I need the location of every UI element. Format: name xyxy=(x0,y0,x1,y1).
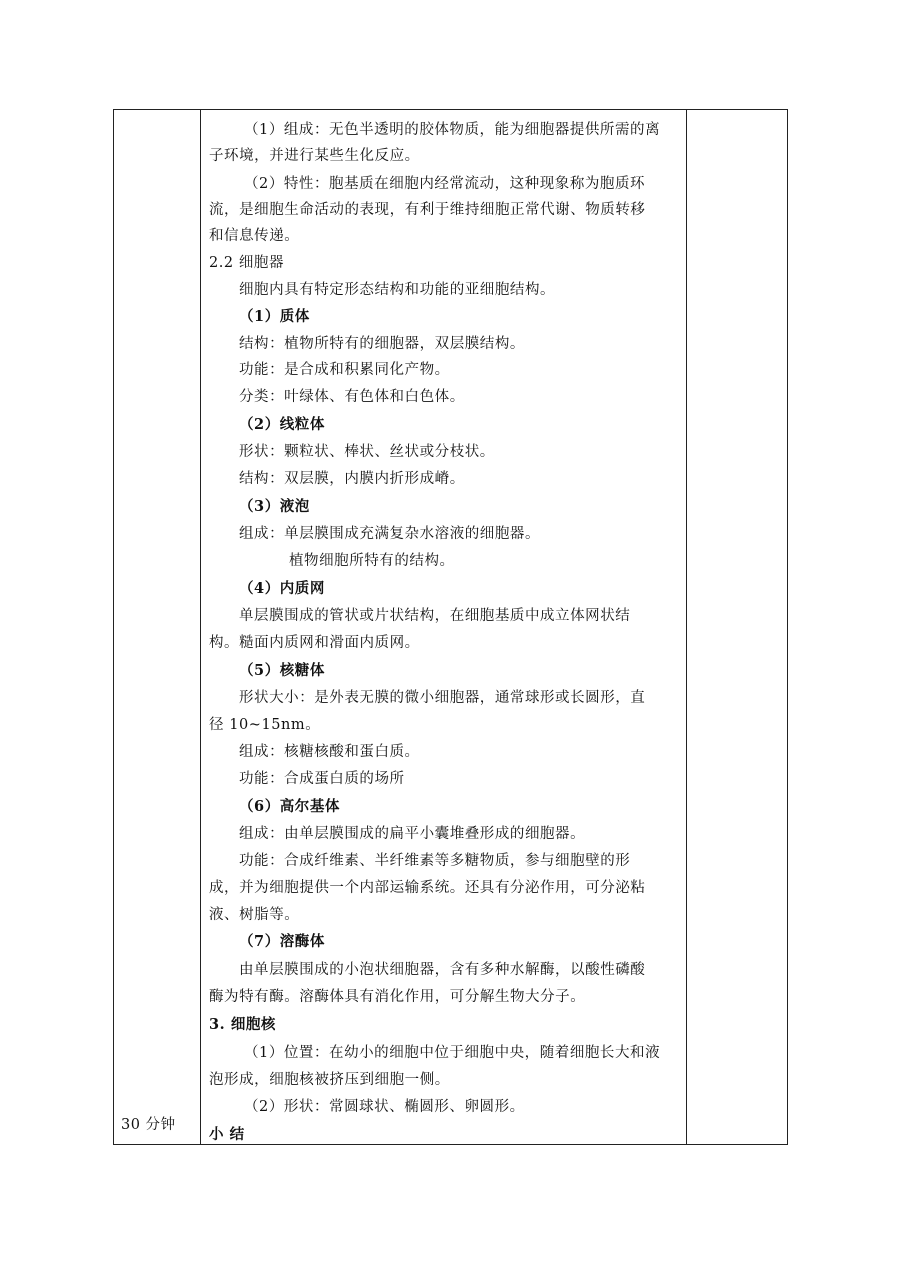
time-cell: 30 分钟 xyxy=(121,1117,176,1133)
text-line: 功能：是合成和积累同化产物。 xyxy=(239,362,450,378)
text-line: 细胞内具有特定形态结构和功能的亚细胞结构。 xyxy=(239,282,556,298)
section-heading: （5）核糖体 xyxy=(239,662,325,679)
text-line: （1）组成：无色半透明的胶体物质，能为细胞器提供所需的离 xyxy=(244,122,661,138)
text-line: 组成：单层膜围成充满复杂水溶液的细胞器。 xyxy=(239,526,540,542)
text-line: 径 10~15nm。 xyxy=(209,717,321,733)
section-heading: 3. 细胞核 xyxy=(209,1016,276,1033)
text-line: 液、树脂等。 xyxy=(209,907,300,923)
text-line: 功能：合成纤维素、半纤维素等多糖物质，参与细胞壁的形 xyxy=(239,853,631,869)
text-line: 组成：核糖核酸和蛋白质。 xyxy=(239,744,420,760)
section-heading: （2）线粒体 xyxy=(239,416,325,433)
section-heading: （4）内质网 xyxy=(239,580,325,597)
text-line: 形状：颗粒状、棒状、丝状或分枝状。 xyxy=(239,444,495,460)
column-divider-right xyxy=(686,110,687,1144)
text-line: 流，是细胞生命活动的表现，有利于维持细胞正常代谢、物质转移 xyxy=(209,202,646,218)
text-line: 形状大小：是外表无膜的微小细胞器，通常球形或长圆形，直 xyxy=(239,690,646,706)
text-line: 泡形成，细胞核被挤压到细胞一侧。 xyxy=(209,1072,450,1088)
text-line: 功能：合成蛋白质的场所 xyxy=(239,771,405,787)
column-divider-left xyxy=(200,110,201,1144)
text-line: （2）特性：胞基质在细胞内经常流动，这种现象称为胞质环 xyxy=(244,176,646,192)
text-line: 成，并为细胞提供一个内部运输系统。还具有分泌作用，可分泌粘 xyxy=(209,880,646,896)
section-heading: （1）质体 xyxy=(239,308,310,325)
text-line: 由单层膜围成的小泡状细胞器，含有多种水解酶，以酸性磷酸 xyxy=(239,962,646,978)
text-line: （1）位置：在幼小的细胞中位于细胞中央，随着细胞长大和液 xyxy=(244,1045,661,1061)
text-line: 结构：双层膜，内膜内折形成嵴。 xyxy=(239,471,465,487)
section-heading: （3）液泡 xyxy=(239,498,310,515)
text-line: 组成：由单层膜围成的扁平小囊堆叠形成的细胞器。 xyxy=(239,826,586,842)
lesson-table xyxy=(113,109,788,1145)
section-heading: （7）溶酶体 xyxy=(239,933,325,950)
section-heading: 小 结 xyxy=(209,1126,245,1143)
text-line: （2）形状：常圆球状、椭圆形、卵圆形。 xyxy=(244,1099,525,1115)
text-line: 单层膜围成的管状或片状结构，在细胞基质中成立体网状结 xyxy=(239,608,631,624)
text-line: 酶为特有酶。溶酶体具有消化作用，可分解生物大分子。 xyxy=(209,989,586,1005)
text-line: 2.2 细胞器 xyxy=(209,255,285,271)
text-line: 结构：植物所特有的细胞器，双层膜结构。 xyxy=(239,336,525,352)
text-line: 子环境，并进行某些生化反应。 xyxy=(209,148,420,164)
text-line: 分类：叶绿体、有色体和白色体。 xyxy=(239,389,465,405)
section-heading: （6）高尔基体 xyxy=(239,798,340,815)
text-line: 植物细胞所特有的结构。 xyxy=(289,553,455,569)
text-line: 构。糙面内质网和滑面内质网。 xyxy=(209,635,420,651)
text-line: 和信息传递。 xyxy=(209,228,300,244)
